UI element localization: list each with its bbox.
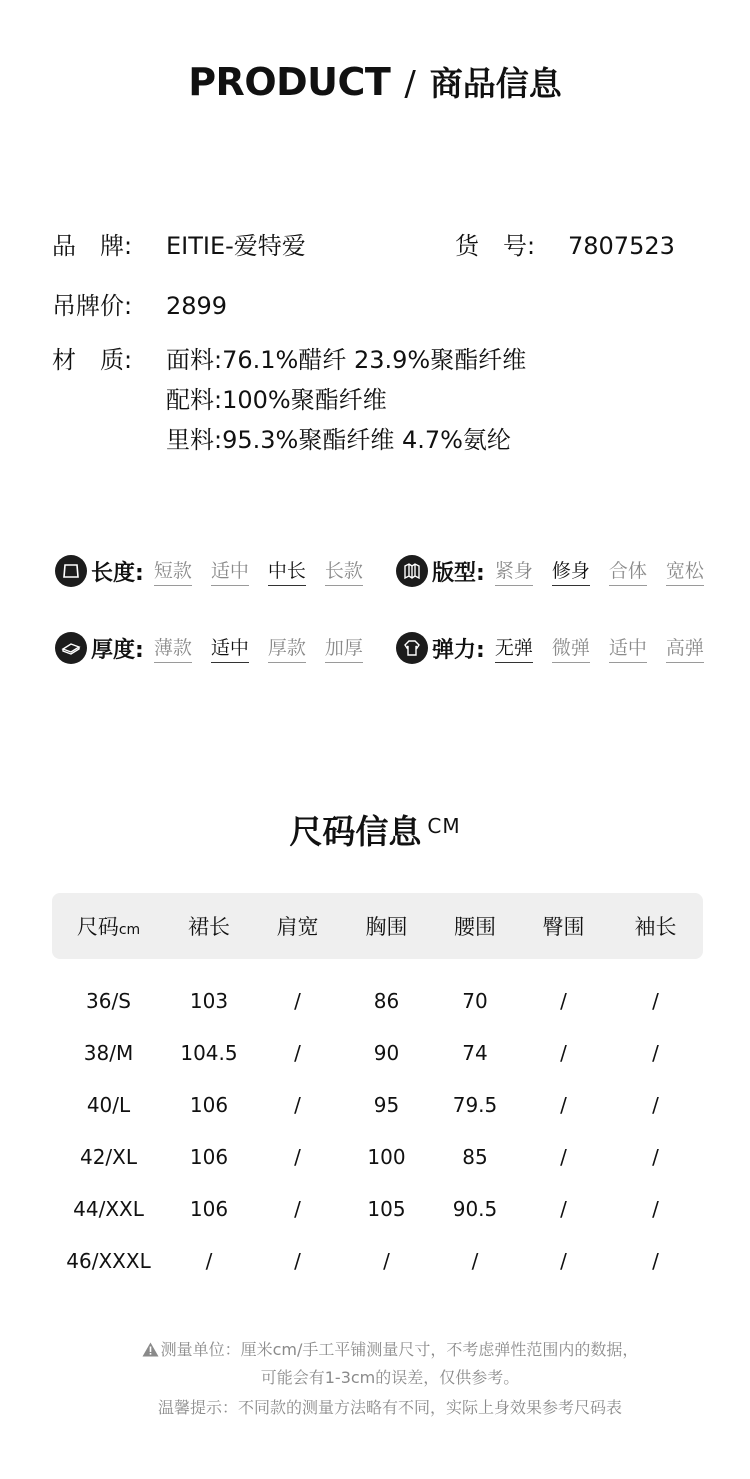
- cell-skirt-length: 106: [189, 1145, 229, 1169]
- option-slim: 修身: [552, 556, 590, 586]
- cell-skirt-length: 106: [189, 1197, 229, 1221]
- attribute-length: [55, 554, 363, 588]
- cell-sleeve: /: [652, 1145, 659, 1169]
- option-slight-stretch: 微弹: [552, 633, 590, 663]
- table-row: [52, 1027, 703, 1079]
- option-long: 长款: [325, 556, 363, 586]
- option-moderate: 适中: [211, 633, 249, 663]
- cell-size: 46/XXXL: [66, 1249, 151, 1273]
- sku-row: [455, 226, 675, 261]
- cell-sleeve: /: [652, 1249, 659, 1273]
- header-size-label: 尺码: [76, 915, 119, 939]
- skirt-length-icon: [55, 555, 87, 587]
- page-header: [0, 58, 750, 105]
- header-title-cn: 商品信息: [429, 64, 562, 103]
- cell-chest: 95: [373, 1093, 400, 1117]
- cell-chest: 100: [367, 1145, 406, 1169]
- attribute-thickness-label: 厚度:: [91, 637, 144, 663]
- option-thick: 厚款: [268, 633, 306, 663]
- attribute-thickness-options: [154, 633, 363, 663]
- table-row: [52, 975, 703, 1027]
- header-shoulder: 肩宽: [276, 915, 319, 939]
- cell-shoulder: /: [294, 1197, 301, 1221]
- fit-icon: [396, 555, 428, 587]
- cell-waist: 79.5: [452, 1093, 498, 1117]
- note-line-1: [0, 1337, 750, 1361]
- option-thin: 薄款: [154, 633, 192, 663]
- table-row: [52, 1079, 703, 1131]
- table-row: [52, 1183, 703, 1235]
- stretch-icon: [396, 632, 428, 664]
- cell-waist: 85: [462, 1145, 488, 1169]
- cell-hip: /: [560, 989, 567, 1013]
- cell-size: 36/S: [86, 989, 131, 1013]
- option-extra-thick: 加厚: [325, 633, 363, 663]
- cell-sleeve: /: [652, 1093, 659, 1117]
- cell-hip: /: [560, 1093, 567, 1117]
- attribute-fit-label: 版型:: [432, 560, 485, 586]
- cell-shoulder: /: [294, 1145, 301, 1169]
- option-short: 短款: [154, 556, 192, 586]
- attribute-thickness: [55, 631, 363, 665]
- header-separator: /: [404, 64, 416, 104]
- option-midi: 中长: [268, 556, 306, 586]
- option-regular: 合体: [609, 556, 647, 586]
- size-title-unit: CM: [427, 814, 461, 838]
- cell-sleeve: /: [652, 1041, 659, 1065]
- material-line-lining: 里料:95.3%聚酯纤维 4.7%氨纶: [166, 426, 511, 454]
- size-table-header: [52, 893, 703, 959]
- price-row: [52, 286, 227, 321]
- option-medium: 适中: [211, 556, 249, 586]
- price-value: 2899: [166, 292, 228, 320]
- size-table: [52, 893, 703, 1287]
- brand-label: 品 牌:: [52, 232, 133, 260]
- note-measurement-text: 测量单位：厘米cm/手工平铺测量尺寸，不考虑弹性范围内的数据，: [160, 1340, 639, 1359]
- cell-shoulder: /: [294, 1041, 301, 1065]
- brand-value: EITIE-爱特爱: [166, 232, 306, 260]
- header-waist: 腰围: [454, 915, 496, 939]
- cell-shoulder: /: [294, 1249, 301, 1273]
- cell-hip: /: [560, 1145, 567, 1169]
- table-row: [52, 1235, 703, 1287]
- size-table-body: [52, 975, 703, 1287]
- cell-skirt-length: 104.5: [180, 1041, 238, 1065]
- attribute-stretch-label: 弹力:: [432, 637, 485, 663]
- header-hip: 臀围: [542, 915, 585, 939]
- material-lines: [166, 342, 646, 462]
- cell-hip: /: [560, 1249, 567, 1273]
- attribute-fit-options: [495, 556, 704, 586]
- option-tight: 紧身: [495, 556, 533, 586]
- note-tip: 温馨提示：不同款的测量方法略有不同，实际上身效果参考尺码表: [157, 1398, 622, 1417]
- option-moderate-stretch: 适中: [609, 633, 647, 663]
- cell-hip: /: [560, 1041, 567, 1065]
- note-line-2: 可能会有1-3cm的误差，仅供参考。: [260, 1368, 520, 1387]
- thickness-icon: [55, 632, 87, 664]
- cell-skirt-length: 103: [189, 989, 229, 1013]
- cell-size: 40/L: [86, 1093, 131, 1117]
- size-section-title: [0, 806, 750, 853]
- cell-sleeve: /: [652, 1197, 659, 1221]
- option-loose: 宽松: [666, 556, 704, 586]
- attribute-fit: [396, 554, 704, 588]
- cell-waist: 70: [462, 989, 488, 1013]
- cell-hip: /: [560, 1197, 567, 1221]
- table-row: [52, 1131, 703, 1183]
- price-label: 吊牌价:: [52, 292, 133, 320]
- material-line-trim: 配料:100%聚酯纤维: [166, 386, 387, 414]
- cell-size: 44/XXL: [73, 1197, 144, 1221]
- cell-skirt-length: /: [205, 1249, 213, 1273]
- header-title-en: PRODUCT: [188, 60, 391, 104]
- cell-waist: 90.5: [452, 1197, 498, 1221]
- header-size: [52, 911, 165, 941]
- cell-chest: 105: [367, 1197, 406, 1221]
- size-title: 尺码信息: [289, 812, 422, 851]
- cell-waist: /: [471, 1249, 479, 1273]
- material-label: 材 质:: [52, 346, 133, 374]
- material-line-shell: 面料:76.1%醋纤 23.9%聚酯纤维: [166, 346, 527, 374]
- option-high-stretch: 高弹: [666, 633, 704, 663]
- cell-size: 38/M: [83, 1041, 134, 1065]
- cell-chest: 90: [373, 1041, 400, 1065]
- cell-shoulder: /: [294, 1093, 301, 1117]
- attribute-stretch-options: [495, 633, 704, 663]
- cell-waist: 74: [462, 1041, 488, 1065]
- cell-size: 42/XL: [79, 1145, 138, 1169]
- attribute-length-label: 长度:: [91, 560, 144, 586]
- brand-row: [52, 226, 306, 261]
- cell-chest: 86: [373, 989, 400, 1013]
- attribute-length-options: [154, 556, 363, 586]
- material-row: [52, 342, 527, 454]
- cell-chest: /: [383, 1249, 390, 1273]
- header-skirt-length: 裙长: [188, 915, 230, 939]
- cell-skirt-length: 106: [189, 1093, 229, 1117]
- header-chest: 胸围: [365, 915, 408, 939]
- cell-sleeve: /: [652, 989, 659, 1013]
- sku-value: 7807523: [568, 232, 675, 260]
- header-size-unit: cm: [118, 922, 141, 938]
- header-sleeve: 袖长: [634, 915, 677, 939]
- attribute-stretch: [396, 631, 704, 665]
- option-no-stretch: 无弹: [495, 633, 533, 663]
- cell-shoulder: /: [294, 989, 301, 1013]
- sku-label: 货 号:: [455, 232, 536, 260]
- warning-icon: [142, 1342, 159, 1361]
